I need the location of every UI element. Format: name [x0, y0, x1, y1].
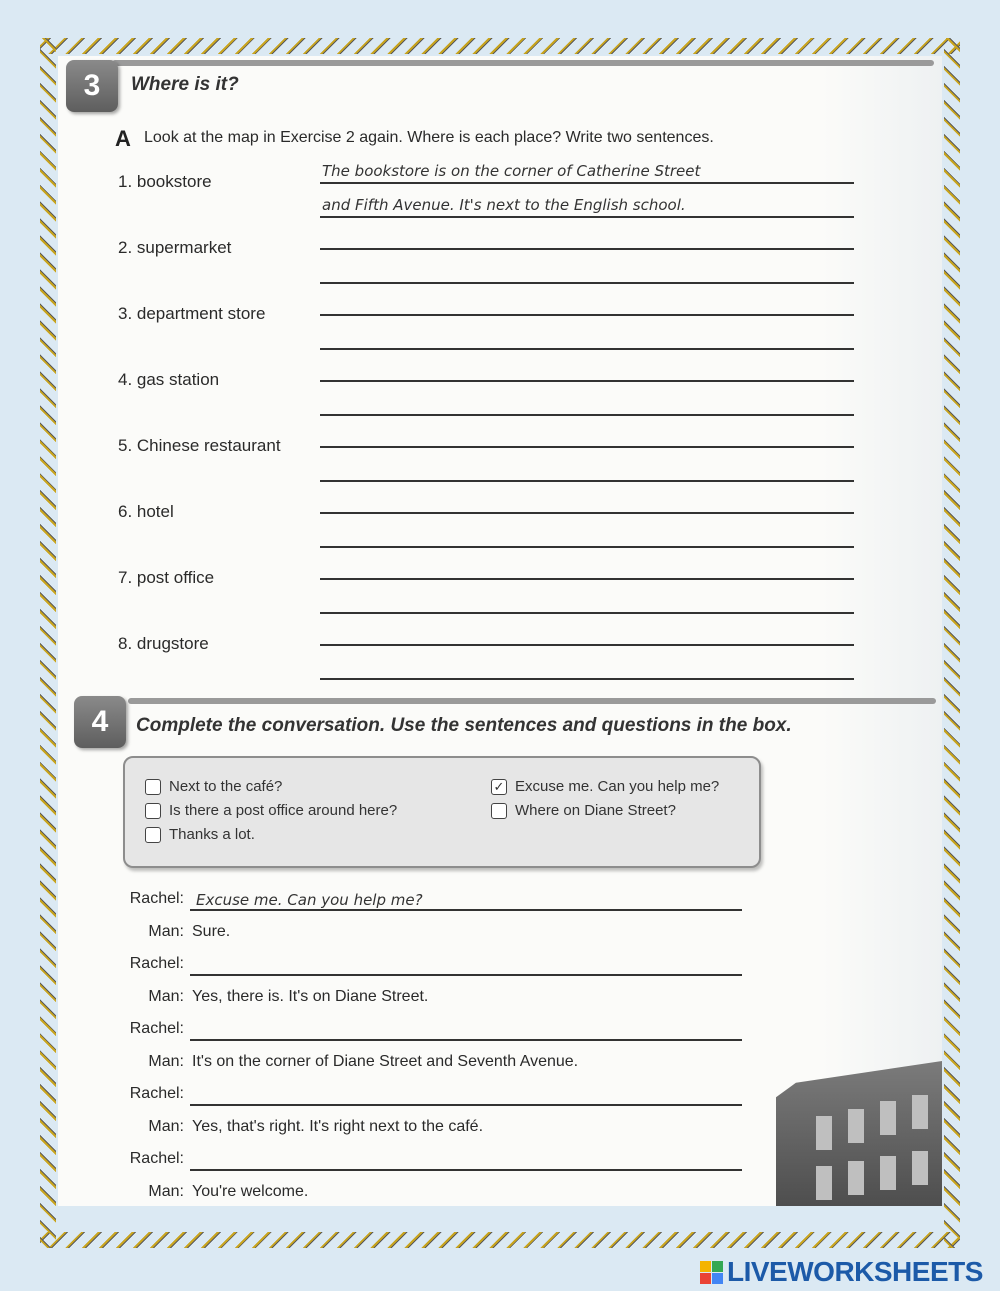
dialogue-answer-line[interactable]	[190, 974, 742, 976]
liveworksheets-logo: LIVEWORKSHEETS	[700, 1256, 983, 1288]
speaker-label: Man:	[148, 987, 184, 1005]
decorative-border-left	[40, 38, 56, 1248]
sentence-box	[123, 756, 761, 868]
answer-line[interactable]	[320, 248, 854, 250]
box-option[interactable]: Is there a post office around here?	[145, 802, 397, 819]
dialogue-answer-line[interactable]	[190, 1169, 742, 1171]
question-label: 3. department store	[118, 304, 266, 323]
answer-line[interactable]	[320, 512, 854, 514]
man-reply: Yes, that's right. It's right next to the café.	[192, 1117, 484, 1135]
answer-line[interactable]	[320, 380, 854, 382]
dialogue-answer-line[interactable]	[190, 1039, 742, 1041]
checkbox-checked[interactable]: ✓	[491, 779, 507, 795]
part-a-letter: A	[115, 126, 131, 151]
man-reply: Sure.	[192, 922, 231, 940]
building-illustration	[776, 1061, 942, 1206]
worksheet-page	[58, 56, 942, 1206]
question-label: 7. post office	[118, 568, 215, 587]
decorative-border-right	[944, 38, 960, 1248]
box-option[interactable]: ✓ Excuse me. Can you help me?	[491, 778, 719, 795]
speaker-label: Man:	[148, 1052, 184, 1070]
speaker-label: Man:	[148, 922, 184, 940]
decorative-border-bottom	[40, 1232, 960, 1248]
answer-line[interactable]	[320, 678, 854, 680]
dialogue-answer-line[interactable]	[190, 1104, 742, 1106]
speaker-label: Rachel:	[129, 1150, 184, 1167]
man-reply: You're welcome.	[192, 1182, 309, 1200]
section-4-title: Complete the conversation. Use the sentences and questions in the box.	[136, 715, 792, 736]
speaker-label: Rachel:	[129, 1020, 184, 1037]
question-label: 8. drugstore	[118, 634, 209, 653]
brand-icon	[700, 1261, 723, 1284]
decorative-border-top	[40, 38, 960, 54]
speaker-label: Rachel:	[129, 955, 184, 972]
man-reply: It's on the corner of Diane Street and Seventh Avenue.	[192, 1052, 579, 1070]
dialogue-answer-line[interactable]	[190, 909, 742, 911]
answer-line[interactable]	[320, 348, 854, 350]
checkbox[interactable]	[145, 827, 161, 843]
handwritten-answer: The bookstore is on the corner of Catherine Street	[322, 162, 701, 180]
question-label: 5. Chinese restaurant	[118, 436, 281, 455]
answer-line[interactable]	[320, 182, 854, 184]
box-option[interactable]: Next to the café?	[145, 778, 282, 795]
box-option[interactable]: Where on Diane Street?	[491, 802, 676, 819]
handwritten-answer: and Fifth Avenue. It's next to the English school.	[322, 196, 686, 214]
question-label: 2. supermarket	[118, 238, 232, 257]
handwritten-answer: Excuse me. Can you help me?	[196, 891, 423, 909]
section-3-title: Where is it?	[131, 74, 239, 95]
checkbox[interactable]	[491, 803, 507, 819]
answer-line[interactable]	[320, 644, 854, 646]
section-3-number: 3	[66, 60, 118, 112]
answer-line[interactable]	[320, 216, 854, 218]
question-label: 1. bookstore	[118, 172, 212, 191]
answer-line[interactable]	[320, 546, 854, 548]
speaker-label: Rachel:	[129, 890, 184, 907]
answer-line[interactable]	[320, 314, 854, 316]
box-option[interactable]: Thanks a lot.	[145, 826, 255, 843]
section-4-bar	[128, 698, 936, 704]
speaker-label: Rachel:	[129, 1085, 184, 1102]
speaker-label: Man:	[148, 1117, 184, 1135]
checkbox[interactable]	[145, 779, 161, 795]
answer-line[interactable]	[320, 480, 854, 482]
answer-line[interactable]	[320, 578, 854, 580]
answer-line[interactable]	[320, 446, 854, 448]
section-3-bar	[112, 60, 934, 66]
checkbox[interactable]	[145, 803, 161, 819]
speaker-label: Man:	[148, 1182, 184, 1200]
question-label: 6. hotel	[118, 502, 174, 521]
faded-page-edge	[822, 56, 942, 1206]
section-4-number: 4	[74, 696, 126, 748]
man-reply: Yes, there is. It's on Diane Street.	[192, 987, 429, 1005]
answer-line[interactable]	[320, 612, 854, 614]
question-label: 4. gas station	[118, 370, 220, 389]
answer-line[interactable]	[320, 414, 854, 416]
section-3-instruction: Look at the map in Exercise 2 again. Where is each place? Write two sentences.	[144, 129, 714, 146]
answer-line[interactable]	[320, 282, 854, 284]
